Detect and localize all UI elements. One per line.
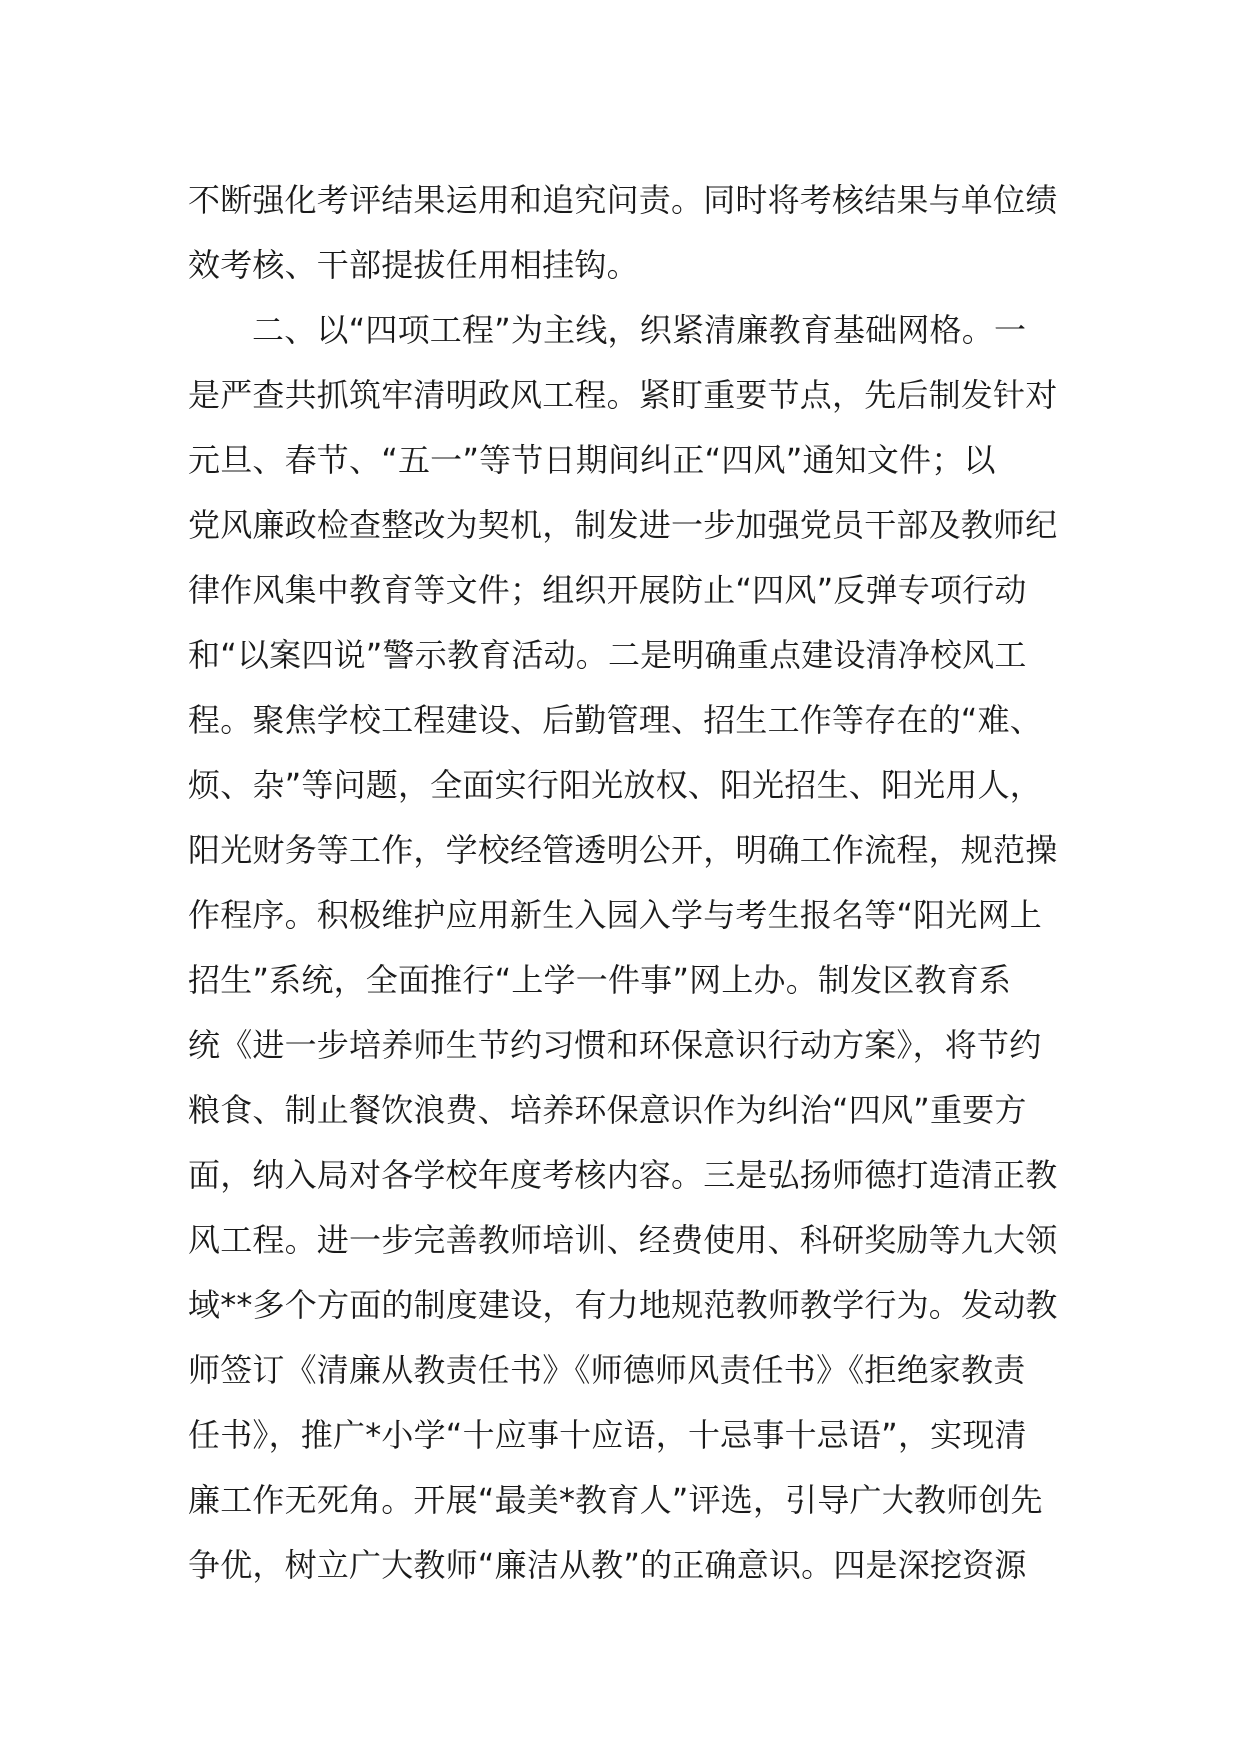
text-line-7: 律作风集中教育等文件；组织开展防止“四风”反弹专项行动 (188, 571, 1027, 609)
text-line-1: 不断强化考评结果运用和追究问责。同时将考核结果与单位绩 (188, 181, 1058, 219)
document-body (188, 168, 1068, 1598)
text-line-22: 争优，树立广大教师“廉洁从教”的正确意识。四是深挖资源 (188, 1546, 1027, 1584)
text-line-10: 烦、杂”等问题，全面实行阳光放权、阳光招生、阳光用人， (188, 766, 1042, 804)
text-line-6: 党风廉政检查整改为契机，制发进一步加强党员干部及教师纪 (188, 506, 1058, 544)
text-line-8: 和“以案四说”警示教育活动。二是明确重点建设清净校风工 (188, 636, 1027, 674)
text-line-15: 粮食、制止餐饮浪费、培养环保意识作为纠治“四风”重要方 (188, 1091, 1027, 1129)
text-line-9: 程。聚焦学校工程建设、后勤管理、招生工作等存在的“难、 (188, 701, 1042, 739)
text-line-3: 二、以“四项工程”为主线，织紧清廉教育基础网格。一 (252, 311, 1027, 349)
text-line-11: 阳光财务等工作，学校经管透明公开，明确工作流程，规范操 (188, 831, 1058, 869)
text-line-13: 招生”系统，全面推行“上学一件事”网上办。制发区教育系 (188, 961, 1012, 999)
text-line-20: 任书》，推广*小学“十应事十应语，十忌事十忌语”，实现清 (188, 1416, 1027, 1454)
text-line-2: 效考核、干部提拔任用相挂钩。 (188, 246, 639, 284)
text-line-21: 廉工作无死角。开展“最美*教育人”评选，引导广大教师创先 (188, 1481, 1043, 1519)
text-line-4: 是严查共抓筑牢清明政风工程。紧盯重要节点，先后制发针对 (188, 376, 1058, 414)
text-line-19: 师签订《清廉从教责任书》《师德师风责任书》《拒绝家教责 (188, 1351, 1026, 1389)
text-line-17: 风工程。进一步完善教师培训、经费使用、科研奖励等九大领 (188, 1221, 1058, 1259)
text-line-14: 统《进一步培养师生节约习惯和环保意识行动方案》，将节约 (188, 1026, 1042, 1064)
text-line-12: 作程序。积极维护应用新生入园入学与考生报名等“阳光网上 (188, 896, 1042, 934)
text-line-18: 域**多个方面的制度建设，有力地规范教师教学行为。发动教 (188, 1286, 1058, 1324)
text-line-16: 面，纳入局对各学校年度考核内容。三是弘扬师德打造清正教 (188, 1156, 1058, 1194)
text-line-5: 元旦、春节、“五一”等节日期间纠正“四风”通知文件；以 (188, 441, 996, 479)
